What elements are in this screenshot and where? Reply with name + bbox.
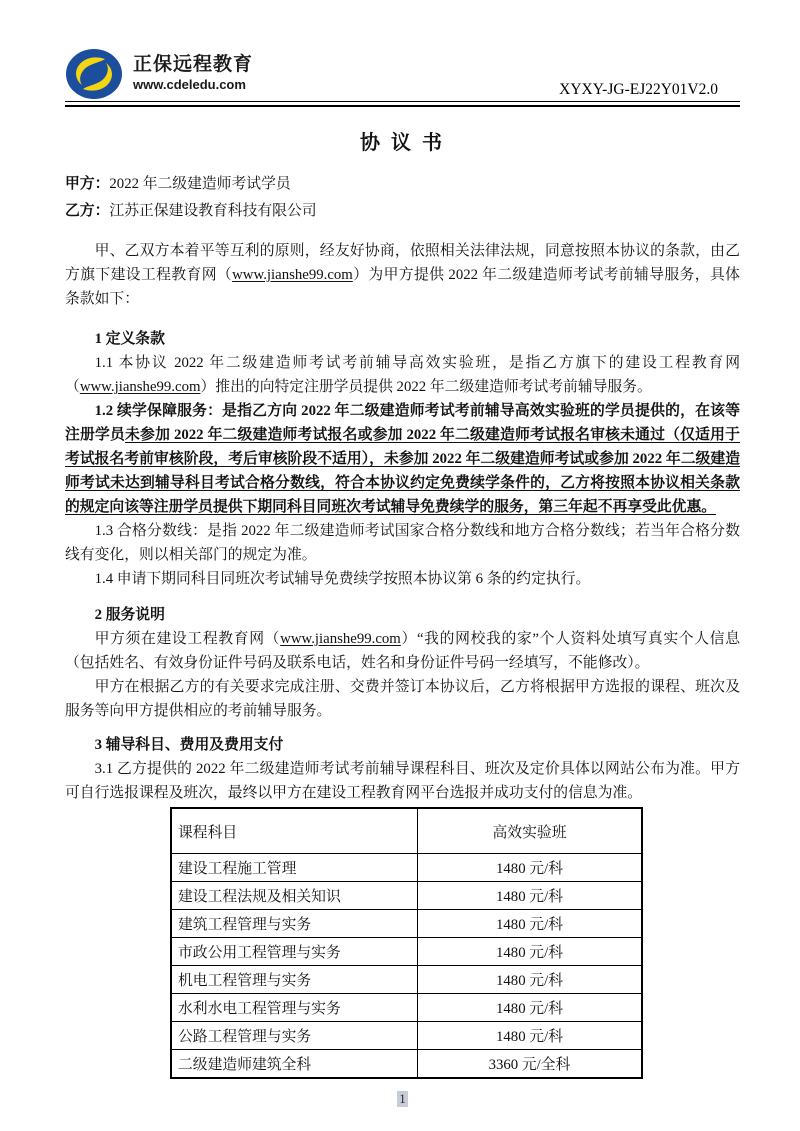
party-a-label: 甲方： (65, 176, 110, 192)
brand-website: www.cdeledu.com (133, 77, 246, 93)
subject-cell: 二级建造师建筑全科 (171, 1050, 418, 1079)
price-cell: 1480 元/科 (418, 994, 643, 1022)
clause-1-3: 1.3 合格分数线：是指 2022 年二级建造师考试国家合格分数线和地方合格分数线；若当年合格分数线有变化，则以相关部门的规定为准。 (65, 523, 740, 563)
jianshe99-link[interactable]: www.jianshe99.com (232, 267, 353, 283)
table-row (171, 966, 642, 994)
clause-1-1-text-1: 1.1 本协议 2022 年二级建造师考试考前辅导高效实验班，是指乙方旗下的建设工程教育网（ (65, 355, 740, 395)
table-row (171, 1050, 642, 1079)
clause-1-1-text-2: ）推出的向特定注册学员提供 2022 年二级建造师考试考前辅导服务。 (200, 379, 652, 395)
section2-heading: 2 服务说明 (94, 607, 165, 623)
subject-cell: 建筑工程管理与实务 (171, 910, 418, 938)
preamble-text-1: 甲、乙双方本着平等互利的原则，经友好协商，依照相关法律法规，同意按照本协议的条款，由乙方旗下建设工程教育网（ (65, 243, 740, 283)
header-divider (65, 101, 740, 107)
table-row (171, 854, 642, 882)
subject-cell: 建设工程施工管理 (171, 854, 418, 882)
party-b-value: 江苏正保建设教育科技有限公司 (109, 203, 317, 219)
price-cell: 3360 元/全科 (418, 1050, 643, 1079)
jianshe99-link[interactable]: www.jianshe99.com (79, 379, 201, 395)
table-header-row (171, 808, 642, 854)
column-header-class: 高效实验班 (418, 808, 643, 854)
price-cell: 1480 元/科 (418, 854, 643, 882)
section3-heading: 3 辅导科目、费用及费用支付 (94, 737, 284, 753)
price-cell: 1480 元/科 (418, 1022, 643, 1050)
clause-1-2-lead: 1.2 续学保障服务：是指乙方向 2022 年二级建造师考试考前辅导高效实验班的学员提供的，在该等注册学员 (65, 403, 740, 443)
subject-cell: 市政公用工程管理与实务 (171, 938, 418, 966)
logo-swirl-icon (65, 48, 123, 100)
preamble-text-2: ）为甲方提供 2022 年二级建造师考试考前辅导服务，具体条款如下： (65, 267, 740, 307)
company-logo (65, 48, 253, 100)
section1-heading: 1 定义条款 (94, 331, 165, 347)
brand-name: 正保远程教育 (133, 54, 254, 76)
preamble-paragraph (65, 239, 740, 311)
clause-2-1-text-2: ）“我的网校我的家”个人资料处填写真实个人信息（包括姓名、有效身份证件号码及联系电话，姓名和身份证件号码一经填写，不能修改）。 (65, 631, 740, 671)
price-cell: 1480 元/科 (418, 938, 643, 966)
clause-2-2: 甲方在根据乙方的有关要求完成注册、交费并签订本协议后，乙方将根据甲方选报的课程、班次及服务等向甲方提供相应的考前辅导服务。 (65, 679, 740, 719)
course-price-table (170, 807, 643, 1079)
subject-cell: 建设工程法规及相关知识 (171, 882, 418, 910)
table-row (171, 994, 642, 1022)
table-row (171, 882, 642, 910)
clause-1-2-underlined: 未参加 2022 年二级建造师考试报名或参加 2022 年二级建造师考试报名审核未通过（仅适用于考试报名考前审核阶段，考后审核阶段不适用），未参加 2022 年二级建造师考试或参加 2022 年二级建造师考试未达到辅导科目考试合格分数线，符合本协议约定免费续学条件的，乙方将按照本协议相关条款的规定向该等注册学员提供下期同科目同班次考试辅导免费续学的服务，第三年起不再享受此优惠。 (65, 427, 740, 515)
page-footer (65, 1091, 740, 1108)
clause-1-2 (65, 399, 740, 519)
table-row (171, 910, 642, 938)
page-number-field: 1 (399, 1092, 406, 1106)
price-cell: 1480 元/科 (418, 882, 643, 910)
table-row (171, 938, 642, 966)
party-b-line (65, 198, 740, 225)
clause-2-1 (65, 627, 740, 675)
subject-cell: 机电工程管理与实务 (171, 966, 418, 994)
price-cell: 1480 元/科 (418, 966, 643, 994)
clause-1-4: 1.4 申请下期同科目同班次考试辅导免费续学按照本协议第 6 条的约定执行。 (94, 571, 591, 587)
clause-2-1-text-1: 甲方须在建设工程教育网（ (94, 631, 281, 647)
page-title: 协 议 书 (360, 132, 445, 154)
clause-1-1 (65, 351, 740, 399)
subject-cell: 公路工程管理与实务 (171, 1022, 418, 1050)
party-a-value: 2022 年二级建造师考试学员 (109, 176, 291, 192)
jianshe99-link[interactable]: www.jianshe99.com (280, 631, 401, 647)
column-header-subject: 课程科目 (171, 808, 418, 854)
party-b-label: 乙方： (65, 203, 110, 219)
document-code: XYXY-JG-EJ22Y01V2.0 (559, 81, 718, 98)
price-cell: 1480 元/科 (418, 910, 643, 938)
page-header (65, 48, 740, 107)
parties-block (65, 171, 740, 225)
party-a-line (65, 171, 740, 198)
table-row (171, 1022, 642, 1050)
clause-3-1: 3.1 乙方提供的 2022 年二级建造师考试考前辅导课程科目、班次及定价具体以网站公布为准。甲方可自行选报课程及班次，最终以甲方在建设工程教育网平台选报并成功支付的信息为准。 (65, 761, 740, 801)
subject-cell: 水利水电工程管理与实务 (171, 994, 418, 1022)
